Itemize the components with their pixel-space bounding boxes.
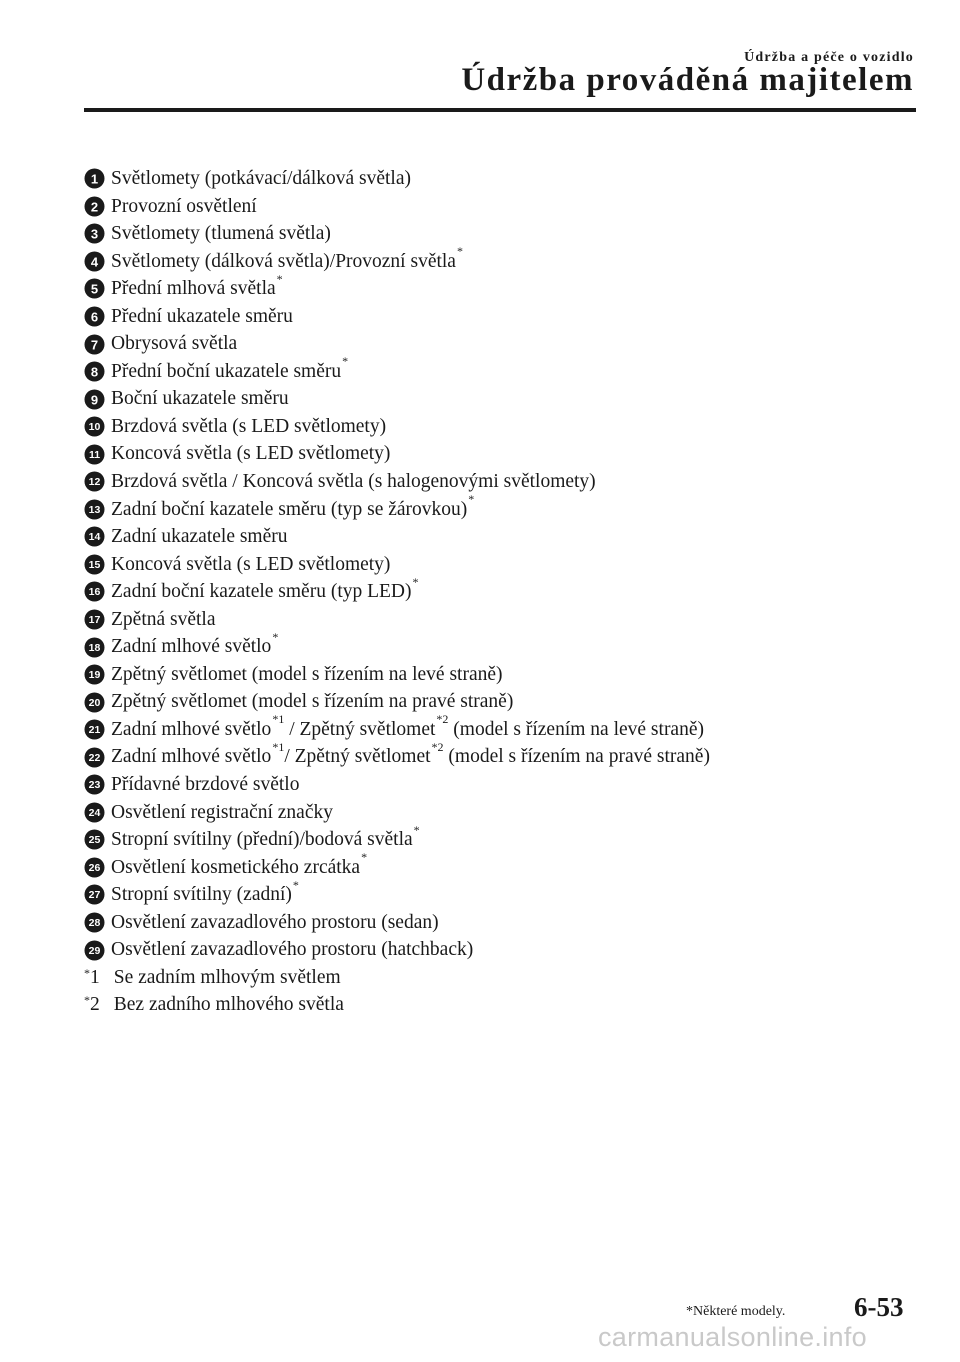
- svg-text:7: 7: [90, 337, 99, 353]
- list-item: [84, 385, 904, 413]
- svg-text:19: 19: [88, 669, 101, 682]
- number-badge-icon: [84, 444, 105, 465]
- svg-text:17: 17: [88, 614, 101, 627]
- item-label: [111, 413, 386, 441]
- list-item: [84, 822, 904, 854]
- item-label: [111, 771, 299, 799]
- number-badge-icon: [84, 499, 105, 520]
- item-label: [111, 354, 349, 386]
- item-label: [111, 165, 411, 193]
- item-label-part: / Zpětný světlomet: [284, 718, 436, 740]
- item-label: [111, 551, 390, 579]
- page-title: Údržba prováděná majitelem: [461, 62, 914, 98]
- footnote-mark: *1: [272, 739, 285, 754]
- item-text: Osvětlení zavazadlového prostoru (sedan): [111, 911, 439, 933]
- svg-text:5: 5: [90, 281, 99, 297]
- item-text: Provozní osvětlení: [111, 195, 257, 217]
- footnote-mark: *: [468, 492, 475, 507]
- footnote-mark: *: [342, 354, 349, 369]
- item-text: Přední mlhová světla: [111, 278, 276, 300]
- svg-text:2: 2: [90, 199, 99, 215]
- item-text: Boční ukazatele směru: [111, 388, 289, 410]
- svg-text:8: 8: [90, 364, 99, 380]
- list-item: [84, 712, 904, 744]
- item-text: Přední ukazatele směru: [111, 305, 293, 327]
- list-item: [84, 220, 904, 248]
- list-item: [84, 574, 904, 606]
- svg-text:20: 20: [88, 696, 101, 709]
- svg-text:29: 29: [88, 944, 101, 957]
- number-badge-icon: [84, 554, 105, 575]
- item-label: [111, 688, 513, 716]
- svg-text:4: 4: [90, 254, 99, 270]
- item-text: Osvětlení zavazadlového prostoru (hatchback): [111, 939, 474, 961]
- list-item: [84, 850, 904, 882]
- list-item: [84, 413, 904, 441]
- number-badge-icon: [84, 940, 105, 961]
- svg-text:11: 11: [88, 448, 101, 461]
- list-item: [84, 606, 904, 634]
- svg-text:27: 27: [88, 889, 101, 902]
- number-badge-icon: [84, 334, 105, 355]
- number-badge-icon: [84, 168, 105, 189]
- svg-text:6: 6: [90, 309, 99, 325]
- item-label: [111, 303, 293, 331]
- footnote-mark: *: [456, 244, 463, 259]
- footnote: [84, 991, 904, 1019]
- list-item: [84, 551, 904, 579]
- footnote-mark: *: [361, 850, 368, 865]
- number-badge-icon: [84, 609, 105, 630]
- list-item: [84, 271, 904, 303]
- item-label: [111, 909, 439, 937]
- footnote-mark: *: [413, 822, 420, 837]
- footnote-number: 1: [90, 966, 100, 988]
- footnote-mark: *: [292, 877, 299, 892]
- list-item: [84, 799, 904, 827]
- item-label: [111, 523, 288, 551]
- svg-text:28: 28: [88, 917, 101, 930]
- item-text: Zadní mlhové světlo: [111, 636, 272, 658]
- header-divider: [84, 108, 916, 112]
- list-item: [84, 354, 904, 386]
- number-badge-icon: [84, 884, 105, 905]
- item-text: Zadní boční kazatele směru (typ LED): [111, 581, 412, 603]
- list-item: [84, 468, 904, 496]
- number-badge-icon: [84, 829, 105, 850]
- number-badge-icon: [84, 581, 105, 602]
- item-text: Obrysová světla: [111, 333, 238, 355]
- item-label: [111, 271, 283, 303]
- svg-text:25: 25: [88, 834, 101, 847]
- item-label: [111, 936, 473, 964]
- item-label-part: / Zpětný světlomet: [284, 746, 431, 768]
- item-text: Zadní boční kazatele směru (typ se žárovkou): [111, 498, 468, 520]
- light-list: [84, 165, 904, 964]
- footnote-some-models: *Některé modely.: [686, 1304, 786, 1319]
- svg-text:26: 26: [88, 861, 101, 874]
- list-item: [84, 909, 904, 937]
- svg-text:23: 23: [88, 779, 101, 792]
- svg-text:9: 9: [90, 392, 99, 408]
- svg-text:3: 3: [90, 226, 99, 242]
- number-badge-icon: [84, 389, 105, 410]
- number-badge-icon: [84, 774, 105, 795]
- item-label: [111, 385, 289, 413]
- item-text: Zadní ukazatele směru: [111, 526, 288, 548]
- item-label: [111, 877, 299, 909]
- svg-text:15: 15: [88, 558, 101, 571]
- item-label: [111, 739, 710, 771]
- footnote-mark: *: [276, 271, 283, 286]
- item-text: Přídavné brzdové světlo: [111, 774, 300, 796]
- item-text: Světlomety (potkávací/dálková světla): [111, 168, 411, 189]
- item-label: [111, 220, 331, 248]
- item-text: Brzdová světla (s LED světlomety): [111, 415, 387, 437]
- footnote-text: Bez zadního mlhového světla: [113, 994, 344, 1016]
- list-item: [84, 244, 904, 276]
- footnote-mark: *: [412, 574, 419, 589]
- item-label: [111, 629, 279, 661]
- footnote-number: 2: [90, 994, 100, 1016]
- svg-text:12: 12: [88, 476, 101, 489]
- page-number: 6-53: [854, 1292, 904, 1322]
- svg-text:14: 14: [88, 531, 101, 544]
- list-item: [84, 629, 904, 661]
- footnote-text: Se zadním mlhovým světlem: [113, 966, 341, 988]
- item-label-part: Zadní mlhové světlo: [111, 746, 272, 768]
- item-label: [111, 330, 237, 358]
- item-label-part: Zadní mlhové světlo: [111, 718, 272, 740]
- svg-text:16: 16: [88, 586, 101, 599]
- svg-text:18: 18: [88, 641, 101, 654]
- item-label: [111, 440, 390, 468]
- item-label: [111, 850, 368, 882]
- list-item: [84, 492, 904, 524]
- item-label: [111, 193, 257, 221]
- item-text: Zpětný světlomet (model s řízením na pravé straně): [111, 691, 514, 713]
- number-badge-icon: [84, 306, 105, 327]
- footnote-star: *: [84, 993, 90, 1008]
- number-badge-icon: [84, 251, 105, 272]
- list-item: [84, 523, 904, 551]
- footnote-mark: *2: [436, 712, 449, 727]
- list-item: [84, 936, 904, 964]
- list-item: [84, 303, 904, 331]
- section-subtitle: Údržba a péče o vozidlo: [744, 50, 914, 65]
- item-label: [111, 468, 596, 496]
- number-badge-icon: [84, 526, 105, 547]
- item-text: Osvětlení registrační značky: [111, 801, 333, 823]
- svg-text:22: 22: [88, 751, 101, 764]
- number-badge-icon: [84, 802, 105, 823]
- item-text: Světlomety (dálková světla)/Provozní světla: [111, 250, 456, 272]
- number-badge-icon: [84, 637, 105, 658]
- list-item: [84, 771, 904, 799]
- item-label-part: (model s řízením na pravé straně): [443, 746, 710, 768]
- item-text: Zpětná světla: [111, 608, 216, 630]
- number-badge-icon: [84, 223, 105, 244]
- item-label: [111, 799, 333, 827]
- item-label: [111, 606, 216, 634]
- svg-text:24: 24: [88, 806, 101, 819]
- svg-text:21: 21: [88, 724, 101, 737]
- svg-text:13: 13: [88, 503, 101, 516]
- item-text: Brzdová světla / Koncová světla (s halogenovými světlomety): [111, 471, 596, 493]
- item-label: [111, 492, 475, 524]
- item-text: Stropní svítilny (zadní): [111, 884, 292, 906]
- watermark: carmanualsonline.info: [598, 1322, 867, 1352]
- item-label-part: (model s řízením na levé straně): [448, 718, 704, 740]
- item-label: [111, 574, 419, 606]
- item-text: Přední boční ukazatele směru: [111, 360, 342, 382]
- number-badge-icon: [84, 416, 105, 437]
- item-text: Koncová světla (s LED světlomety): [111, 553, 391, 575]
- item-text: Stropní svítilny (přední)/bodová světla: [111, 829, 413, 851]
- list-item: [84, 661, 904, 689]
- footnote-mark: *: [272, 629, 279, 644]
- item-text: Osvětlení kosmetického zrcátka: [111, 856, 361, 878]
- item-label: [111, 822, 420, 854]
- svg-text:1: 1: [90, 171, 99, 187]
- svg-text:10: 10: [88, 421, 101, 434]
- list-item: [84, 193, 904, 221]
- number-badge-icon: [84, 361, 105, 382]
- number-badge-icon: [84, 471, 105, 492]
- item-text: Koncová světla (s LED světlomety): [111, 443, 391, 465]
- footnote-mark: *1: [272, 712, 285, 727]
- footnote-mark: *2: [431, 739, 444, 754]
- list-item: [84, 877, 904, 909]
- list-item: [84, 688, 904, 716]
- number-badge-icon: [84, 664, 105, 685]
- item-text: Světlomety (tlumená světla): [111, 223, 331, 245]
- number-badge-icon: [84, 196, 105, 217]
- item-label: [111, 244, 463, 276]
- item-label: [111, 661, 503, 689]
- number-badge-icon: [84, 692, 105, 713]
- item-text: Zpětný světlomet (model s řízením na levé straně): [111, 663, 503, 685]
- footnote-list: [84, 964, 904, 1019]
- number-badge-icon: [84, 719, 105, 740]
- item-label: [111, 712, 704, 744]
- number-badge-icon: [84, 912, 105, 933]
- number-badge-icon: [84, 747, 105, 768]
- list-item: [84, 739, 904, 771]
- number-badge-icon: [84, 278, 105, 299]
- footnote: [84, 964, 904, 992]
- list-item: [84, 440, 904, 468]
- list-item: [84, 330, 904, 358]
- number-badge-icon: [84, 857, 105, 878]
- footnote-star: *: [84, 965, 90, 980]
- list-item: [84, 165, 904, 193]
